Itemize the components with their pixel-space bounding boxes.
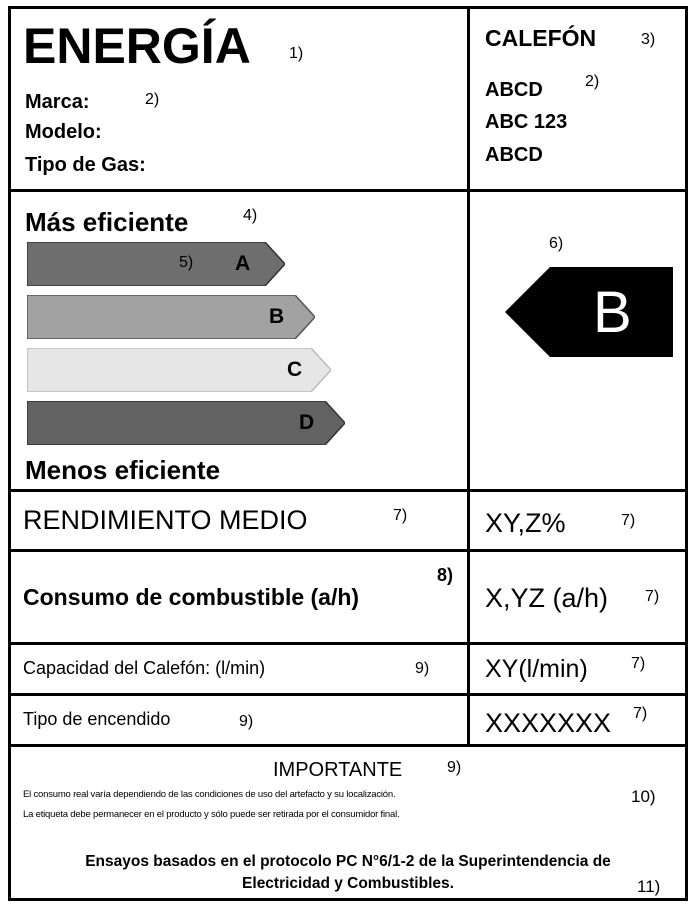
capacidad-value: XY(l/min) bbox=[485, 655, 588, 683]
marca-ref: 2) bbox=[145, 91, 160, 108]
efficiency-letter-d: D bbox=[299, 411, 315, 434]
mas-eficiente-ref: 4) bbox=[243, 207, 258, 224]
indicator-ref: 6) bbox=[549, 235, 564, 252]
divider-capacidad bbox=[11, 693, 685, 696]
capacidad-label: Capacidad del Calefón: (l/min) bbox=[23, 658, 266, 678]
encendido-value: XXXXXXX bbox=[485, 708, 612, 738]
title-ref: 1) bbox=[289, 45, 304, 62]
protocol-ref: 11) bbox=[637, 877, 661, 896]
note-line-1: El consumo real varía dependiendo de las condiciones de uso del artefacto y su localización. bbox=[23, 789, 396, 800]
importante-heading: IMPORTANTE bbox=[273, 759, 403, 781]
energy-label bbox=[8, 6, 688, 901]
modelo-value: ABC 123 bbox=[485, 111, 568, 133]
divider-encendido bbox=[11, 744, 685, 747]
modelo-label: Modelo: bbox=[25, 121, 102, 143]
column-divider bbox=[467, 9, 470, 744]
mas-eficiente-label: Más eficiente bbox=[25, 207, 189, 237]
capacidad-ref: 9) bbox=[415, 660, 430, 677]
efficiency-indicator bbox=[505, 267, 673, 357]
menos-eficiente-label: Menos eficiente bbox=[25, 455, 221, 485]
tipo-gas-label: Tipo de Gas: bbox=[25, 154, 146, 176]
encendido-ref: 9) bbox=[239, 713, 254, 730]
note-line-2: La etiqueta debe permanecer en el producto y sólo puede ser retirada por el consumidor final. bbox=[23, 809, 400, 820]
consumo-value-ref: 7) bbox=[645, 588, 660, 605]
efficiency-bar-b bbox=[27, 295, 315, 339]
consumo-label: Consumo de combustible (a/h) bbox=[23, 584, 360, 610]
efficiency-letter-c: C bbox=[287, 358, 303, 381]
efficiency-letter-a: A bbox=[235, 252, 251, 275]
consumo-value: X,YZ (a/h) bbox=[485, 583, 609, 613]
efficiency-bar-d bbox=[27, 401, 345, 445]
rendimiento-value-ref: 7) bbox=[621, 512, 636, 529]
efficiency-bar-c-shape bbox=[27, 348, 331, 392]
label-title: ENERGÍA bbox=[23, 18, 251, 74]
divider-rendimiento bbox=[11, 549, 685, 552]
product-type: CALEFÓN bbox=[485, 25, 597, 51]
tipo-gas-value: ABCD bbox=[485, 144, 543, 166]
note-ref: 10) bbox=[631, 787, 656, 806]
rendimiento-ref: 7) bbox=[393, 507, 408, 524]
consumo-ref: 8) bbox=[437, 565, 454, 585]
divider-consumo bbox=[11, 642, 685, 645]
rendimiento-label: RENDIMIENTO MEDIO bbox=[23, 505, 308, 535]
indicator-letter: B bbox=[593, 280, 632, 345]
efficiency-bar-a bbox=[27, 242, 285, 286]
divider-scale bbox=[11, 489, 685, 492]
importante-ref: 9) bbox=[447, 759, 462, 776]
efficiency-bar-d-shape bbox=[27, 401, 345, 445]
capacidad-value-ref: 7) bbox=[631, 655, 646, 672]
rendimiento-value: XY,Z% bbox=[485, 508, 566, 538]
protocol-line-2: Electricidad y Combustibles. bbox=[242, 875, 454, 892]
efficiency-letter-b: B bbox=[269, 305, 285, 328]
marca-value: ABCD bbox=[485, 79, 543, 101]
divider-header bbox=[11, 189, 685, 192]
indicator-arrow-shape bbox=[505, 267, 673, 357]
protocol-line-1: Ensayos basados en el protocolo PC N°6/1-2 de la Superintendencia de bbox=[85, 853, 611, 870]
encendido-label: Tipo de encendido bbox=[23, 709, 171, 729]
encendido-value-ref: 7) bbox=[633, 705, 648, 722]
product-ref: 3) bbox=[641, 31, 656, 48]
bar-ref: 5) bbox=[179, 254, 194, 271]
efficiency-bar-c bbox=[27, 348, 331, 392]
values-ref: 2) bbox=[585, 73, 600, 90]
marca-label: Marca: bbox=[25, 91, 90, 113]
